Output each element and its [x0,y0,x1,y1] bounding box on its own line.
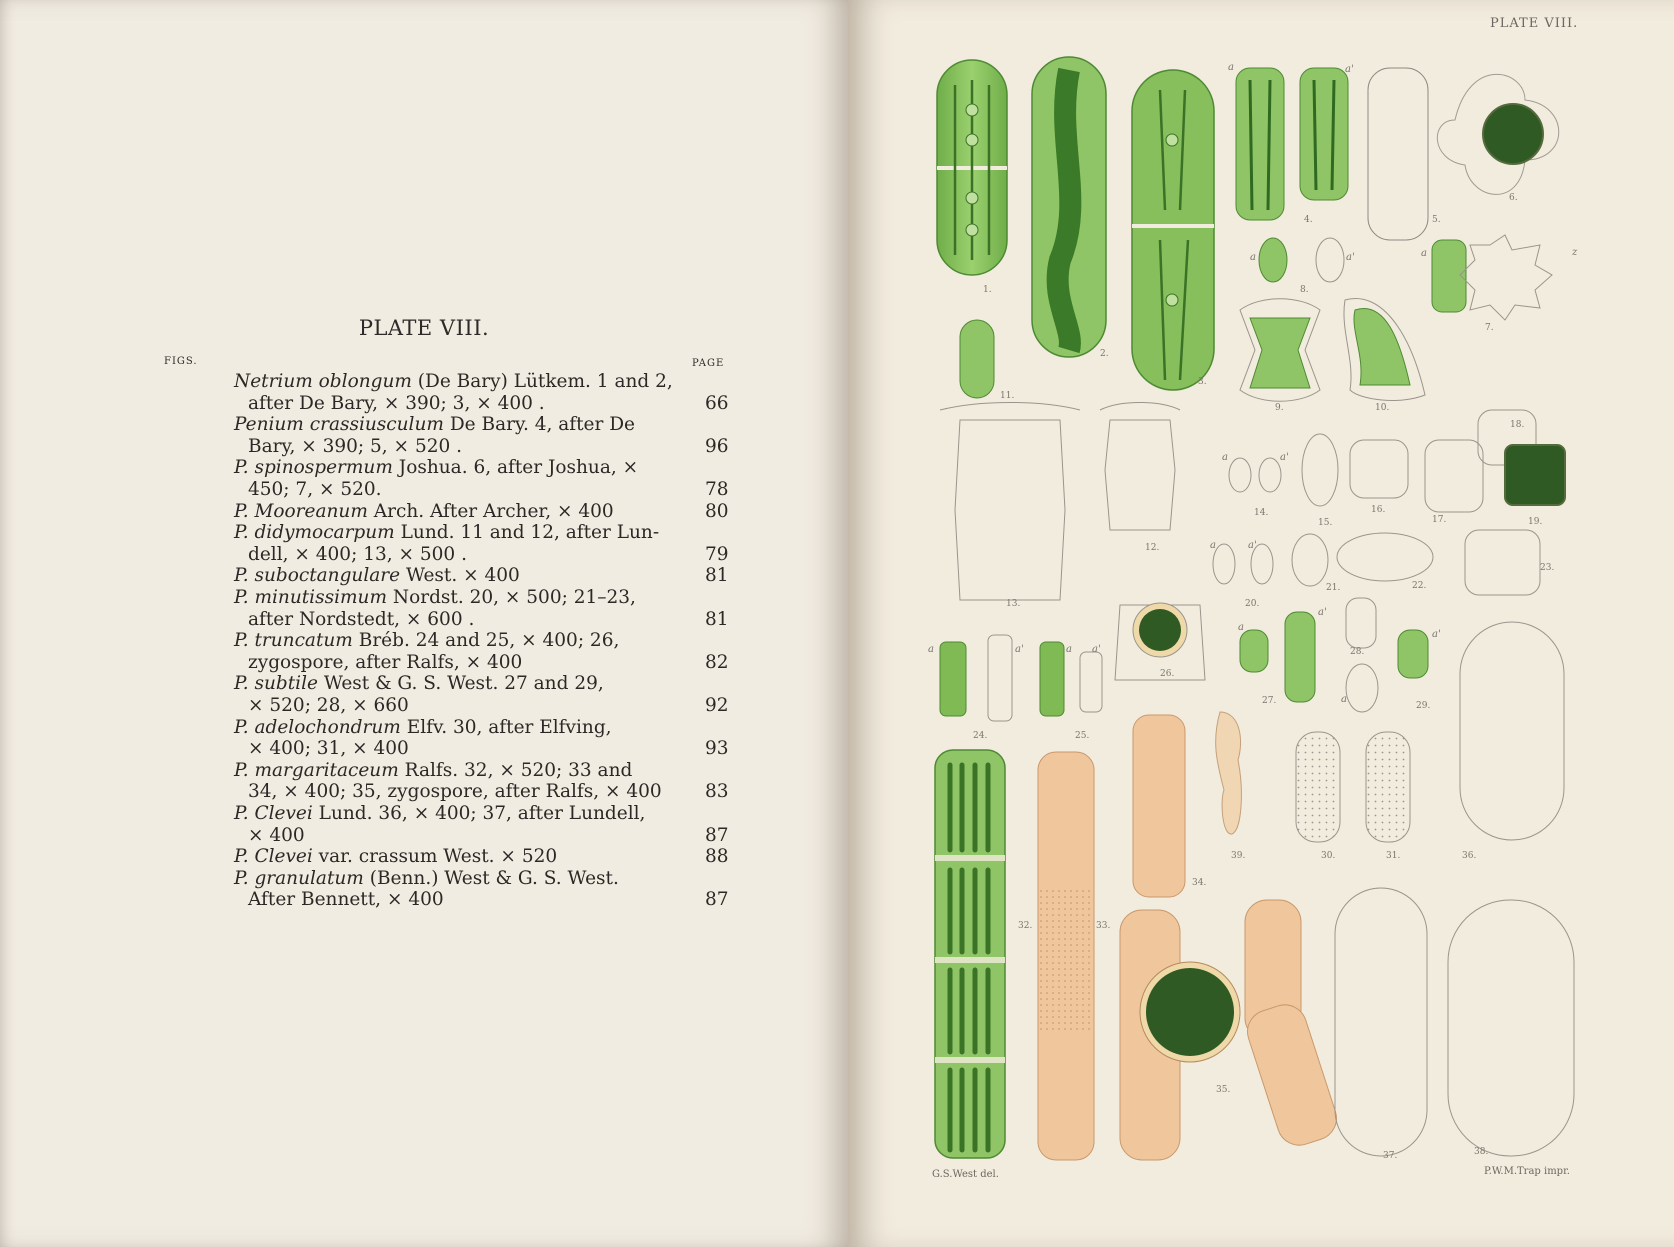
figure-number-label: 2. [1100,349,1109,359]
figure-12-13-outlines [940,403,1180,601]
entry-continuation: zygospore, after Ralfs, × 400 [248,651,523,673]
svg-text:a': a' [1346,252,1355,263]
entry-continuation: × 520; 28, × 660 [248,695,409,716]
figure-36-cell [1460,622,1564,840]
svg-text:a: a [1250,252,1256,263]
figure-33-filament [1038,752,1094,1160]
figure-number-label: 18. [1510,420,1525,430]
entry-details: (Benn.) West & G. S. West. [363,867,619,889]
page-column-header: PAGE [692,358,725,369]
species-name: P. adelochondrum [234,716,401,738]
entry-details: Elfv. 30, after Elfving, [400,716,612,738]
figure-39-30-31-cells [1216,712,1410,842]
svg-text:a: a [928,644,934,655]
svg-text:a': a' [1248,540,1257,551]
figure-number-label: 8. [1300,285,1309,295]
figure-20-23-cells [1213,530,1540,595]
figure-number-label: 10. [1375,403,1390,413]
figure-number-label: 12. [1145,543,1160,553]
figure-number-label: 3. [1198,377,1207,387]
figure-number-label: 26. [1160,669,1175,679]
figure-number-label: 28. [1350,647,1365,657]
figure-number-label: 14. [1254,508,1269,518]
figure-27-29-cells [1240,598,1431,712]
figure-number-label: 24. [973,731,988,741]
entry-details: West & G. S. West. 27 and 29, [317,673,604,695]
figure-number-label: 22. [1412,581,1427,591]
species-name: P. subtile [234,673,318,695]
entry-continuation: 34, × 400; 35, zygospore, after Ralfs, × 400 [248,781,662,803]
species-name: P. didymocarpum [234,522,395,544]
figure-7-cells [1432,235,1552,320]
svg-text:a: a [1238,622,1244,633]
entry-continuation: 450; 7, × 520. [248,479,382,500]
entry-continuation: after Nordstedt, × 600 . [248,608,475,630]
figure-2-cell [1032,57,1106,357]
species-name: Netrium oblongum [234,371,412,392]
species-name: P. truncatum [234,630,353,652]
figure-number-label: 21. [1326,583,1341,593]
figure-35-zygospore [1120,900,1342,1160]
figure-number-label: 35. [1216,1085,1231,1095]
species-name: Penium crassiusculum [234,414,444,436]
entry-details: Lund. 36, × 400; 37, after Lundell, [312,803,646,824]
figure-number-label: 20. [1245,599,1260,609]
artist-credit: G.S.West del. [932,1169,999,1180]
entry-details: Arch. After Archer, × 400 [367,500,614,522]
svg-text:a: a [1210,540,1216,551]
figure-number-label: 30. [1321,851,1336,861]
page-number: 92 [705,695,729,716]
species-name: P. Clevei [234,846,313,868]
printer-credit: P.W.M.Trap impr. [1484,1166,1570,1177]
figure-number-label: 27. [1262,696,1277,706]
species-name: P. Clevei [234,803,313,824]
page-number: 96 [705,435,729,457]
page-number: 93 [705,738,729,760]
page-number: 88 [705,846,729,868]
svg-text:a': a' [1318,607,1327,618]
figure-number-label: 4. [1304,215,1313,225]
figure-number-label: 19. [1528,517,1543,527]
figure-number-label: 32. [1018,921,1033,931]
figure-number-label: 16. [1371,505,1386,515]
page-number: 81 [705,608,729,630]
figure-number-label: 7. [1485,323,1494,333]
entry-continuation: After Bennett, × 400 [248,889,444,911]
figure-number-label: 23. [1540,563,1555,573]
figs-column-header: FIGS. [164,356,198,367]
figure-number-label: 36. [1462,851,1477,861]
figure-8-cells [1259,238,1344,282]
svg-text:a: a [1341,694,1347,705]
page-number: 80 [705,500,729,522]
page-number: 83 [705,781,729,803]
entry-details: West. × 400 [400,565,520,587]
figure-number-label: 5. [1432,215,1441,225]
page-number: 81 [705,565,729,587]
species-name: P. margaritaceum [234,759,399,781]
page-number: 66 [705,392,729,414]
figure-5-cell [1368,68,1428,240]
figure-number-label: 15. [1318,518,1333,528]
sub-label-z: z [1572,247,1578,258]
figure-number-label: 31. [1386,851,1401,861]
svg-text:a: a [1421,248,1427,259]
sub-label-a: a [1228,62,1234,73]
figure-34-cell [1133,715,1185,897]
figure-number-label: 1. [983,285,992,295]
figure-number-label: 9. [1275,403,1284,413]
entry-details: Nordst. 20, × 500; 21–23, [387,587,636,608]
svg-text:a': a' [1015,644,1024,655]
figure-1-cell [937,60,1007,275]
figure-number-label: 39. [1231,851,1246,861]
figure-number-label: 29. [1416,701,1431,711]
figure-number-label: 34. [1192,878,1207,888]
species-name: P. spinospermum [234,457,393,479]
entry-details: De Bary. 4, after De [443,414,635,436]
entry-details: (De Bary) Lütkem. 1 and 2, [411,371,673,392]
figure-number-label: 33. [1096,921,1111,931]
page-number: 78 [705,479,729,500]
sub-label-a-prime: a' [1345,64,1354,75]
entry-details: Joshua. 6, after Joshua, × [392,457,639,479]
plate-title: PLATE VIII. [358,316,490,340]
entry-details: Ralfs. 32, × 520; 33 and [398,759,633,781]
figure-number-label: 38. [1474,1147,1489,1157]
figure-11-cell [960,320,994,398]
entry-continuation: after De Bary, × 390; 3, × 400 . [248,392,545,414]
entry-continuation: × 400 [248,824,305,846]
figure-32-filament [935,750,1005,1158]
svg-text:a: a [1222,452,1228,463]
figure-9-10-cells [1240,298,1425,401]
page-number: 82 [705,651,729,673]
entry-continuation: × 400; 31, × 400 [248,738,409,760]
species-name: P. suboctangulare [234,565,401,587]
figure-3-cell [1132,70,1214,390]
figure-number-label: 17. [1432,515,1447,525]
figure-number-label: 11. [1000,391,1015,401]
page-number: 79 [705,543,729,565]
figure-6-zygospore [1437,74,1558,194]
figure-37-38-cells [1335,888,1574,1156]
entry-continuation: dell, × 400; 13, × 500 . [248,543,467,565]
svg-text:a': a' [1280,452,1289,463]
figure-number-label: 25. [1075,731,1090,741]
figure-4-cells [1236,68,1348,220]
page-number: 87 [705,824,729,846]
entry-details: Bréb. 24 and 25, × 400; 26, [352,630,620,652]
plate-label: PLATE VIII. [1490,16,1579,31]
entry-continuation: Bary, × 390; 5, × 520 . [248,435,463,457]
entry-details: Lund. 11 and 12, after Lun- [394,522,660,544]
species-name: P. Mooreanum [234,500,368,522]
svg-text:a': a' [1432,629,1441,640]
page-number: 87 [705,889,729,911]
species-name: P. minutissimum [234,587,388,608]
figure-number-label: 13. [1006,599,1021,609]
figure-number-label: 6. [1509,193,1518,203]
species-name: P. granulatum [234,867,364,889]
svg-text:a: a [1066,644,1072,655]
entry-details: var. crassum West. × 520 [312,846,558,868]
svg-text:a': a' [1092,644,1101,655]
figure-number-label: 37. [1383,1151,1398,1161]
